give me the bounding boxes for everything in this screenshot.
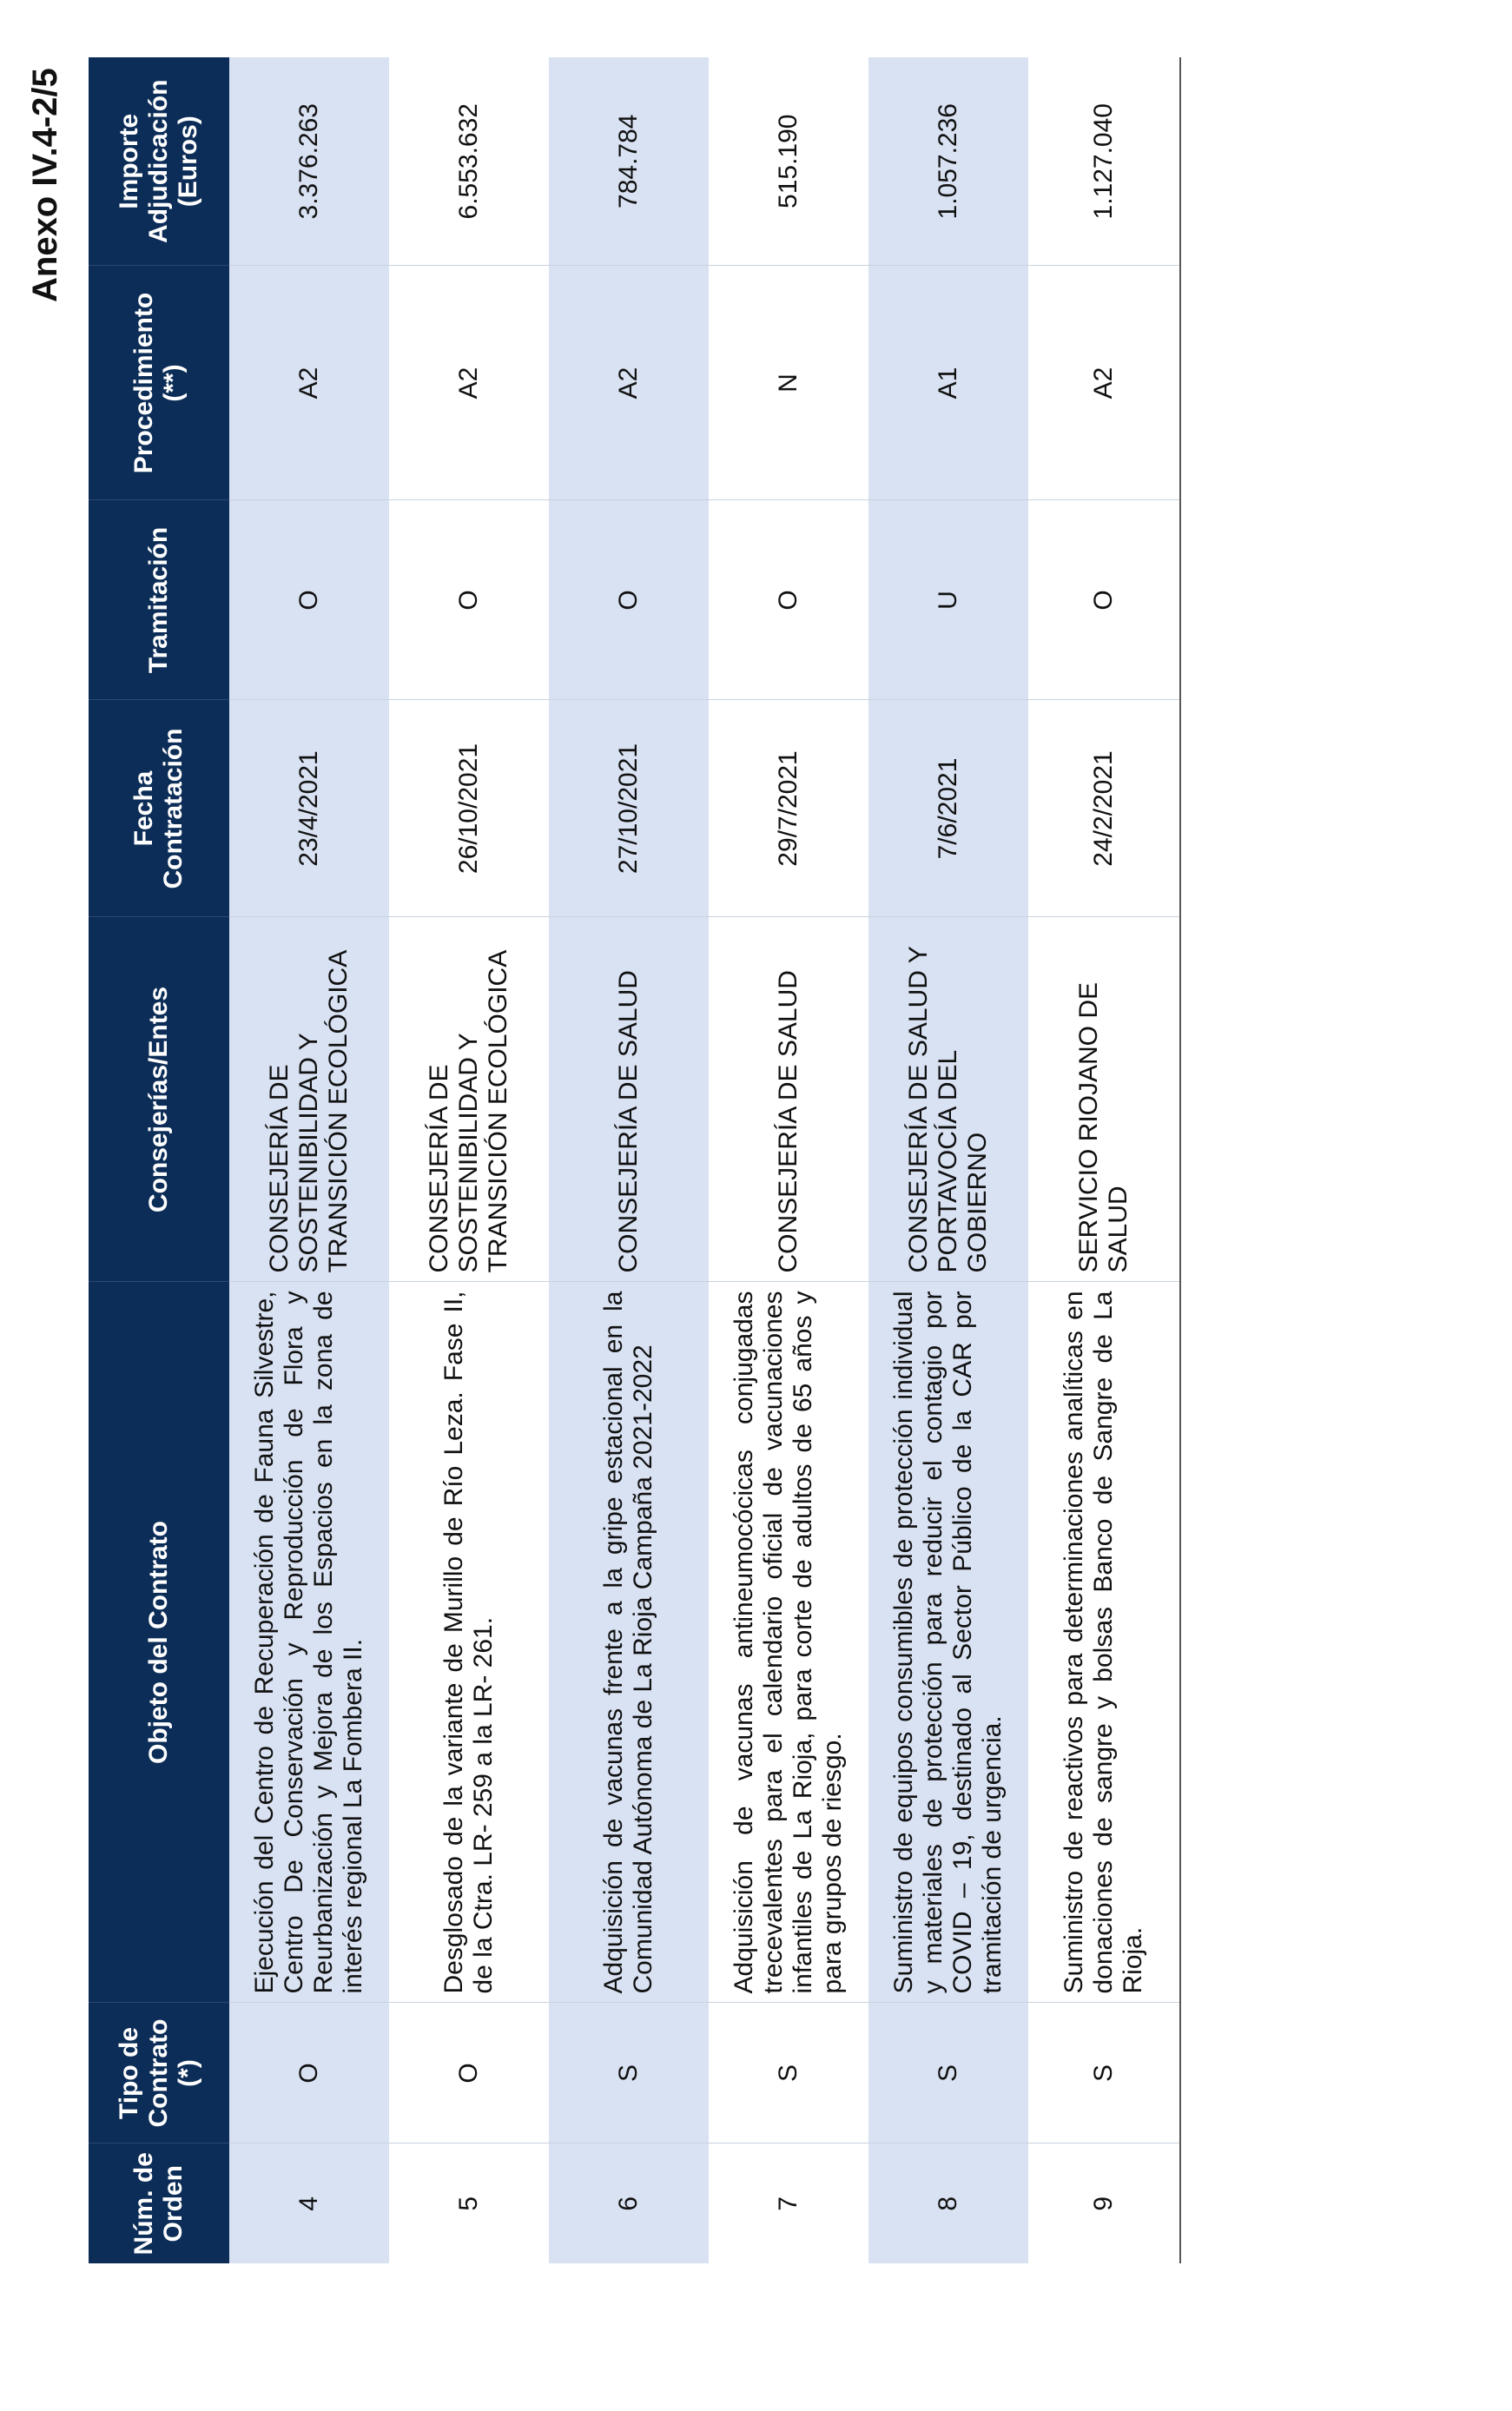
cell-consejeria: CONSEJERÍA DE SALUD — [709, 917, 868, 1282]
cell-tipo: S — [709, 2003, 868, 2143]
header-importe: Importe Adjudicación (Euros) — [89, 57, 229, 266]
cell-tramitacion: U — [868, 500, 1028, 700]
cell-objeto: Ejecución del Centro de Recuperación de Fauna Silvestre, Centro De Conservación y Reproducción de Flora y Reurbanización y Mejora de los Espacios en la zona de interés regional La Fombera II. — [229, 1282, 389, 2003]
header-num-orden: Núm. de Orden — [89, 2143, 229, 2263]
cell-num: 6 — [549, 2143, 709, 2263]
cell-importe: 3.376.263 — [229, 57, 389, 266]
contracts-table — [89, 57, 1181, 2263]
cell-objeto: Suministro de reactivos para determinaciones analíticas en donaciones de sangre y bolsas Banco de Sangre de La Rioja. — [1028, 1282, 1180, 2003]
table-row — [549, 57, 709, 2263]
cell-procedimiento: A2 — [389, 266, 549, 500]
cell-tramitacion: O — [549, 500, 709, 700]
cell-consejeria: CONSEJERÍA DE SALUD Y PORTAVOCÍA DEL GOBIERNO — [868, 917, 1028, 1282]
cell-objeto: Adquisición de vacunas frente a la gripe estacional en la Comunidad Autónoma de La Rioja Campaña 2021-2022 — [549, 1282, 709, 2003]
cell-tipo: S — [868, 2003, 1028, 2143]
header-consejerias: Consejerías/Entes — [89, 917, 229, 1282]
cell-tipo: S — [549, 2003, 709, 2143]
cell-consejeria: CONSEJERÍA DE SOSTENIBILIDAD Y TRANSICIÓN ECOLÓGICA — [389, 917, 549, 1282]
table-header-row — [89, 57, 229, 2263]
header-fecha: Fecha Contratación — [89, 700, 229, 917]
table-row — [1028, 57, 1180, 2263]
header-tramitacion: Tramitación — [89, 500, 229, 700]
cell-procedimiento: A2 — [549, 266, 709, 500]
cell-fecha: 23/4/2021 — [229, 700, 389, 917]
cell-procedimiento: A2 — [1028, 266, 1180, 500]
cell-tipo: S — [1028, 2003, 1180, 2143]
cell-tramitacion: O — [709, 500, 868, 700]
cell-tramitacion: O — [229, 500, 389, 700]
cell-importe: 6.553.632 — [454, 103, 483, 220]
cell-fecha: 27/10/2021 — [549, 700, 709, 917]
cell-importe: 784.784 — [549, 57, 709, 266]
cell-objeto: Desglosado de la variante de Murillo de Río Leza. Fase II, de la Ctra. LR- 259 a la LR- 261. — [389, 1282, 549, 2003]
cell-objeto: Suministro de equipos consumibles de protección individual y materiales de protección para reducir el contagio por COVID – 19, destinado al Sector Público de la CAR por tramitación de urgencia. — [868, 1282, 1028, 2003]
cell-num: 9 — [1028, 2143, 1180, 2263]
cell-procedimiento: A1 — [868, 266, 1028, 500]
header-tipo-contrato: Tipo de Contrato (*) — [89, 2003, 229, 2143]
annex-title: Anexo IV.4-2/5 — [26, 68, 64, 302]
table-row — [709, 57, 868, 2263]
header-objeto: Objeto del Contrato — [89, 1282, 229, 2003]
cell-fecha: 24/2/2021 — [1028, 700, 1180, 917]
cell-num: 5 — [389, 2143, 549, 2263]
table-row — [868, 57, 1028, 2263]
cell-num: 8 — [868, 2143, 1028, 2263]
cell-fecha: 29/7/2021 — [709, 700, 868, 917]
cell-importe: 1.057.236 — [868, 57, 1028, 266]
cell-fecha: 26/10/2021 — [389, 700, 549, 917]
table-row — [229, 57, 389, 2263]
cell-importe: 1.127.040 — [1028, 57, 1180, 266]
cell-consejeria: CONSEJERÍA DE SALUD — [549, 917, 709, 1282]
header-procedimiento: Procedimiento (**) — [89, 266, 229, 500]
cell-procedimiento: N — [709, 266, 868, 500]
cell-tramitacion: O — [389, 500, 549, 700]
cell-importe: 515.190 — [774, 114, 802, 208]
cell-consejeria: SERVICIO RIOJANO DE SALUD — [1028, 917, 1180, 1282]
cell-num: 7 — [709, 2143, 868, 2263]
cell-consejeria: CONSEJERÍA DE SOSTENIBILIDAD Y TRANSICIÓN ECOLÓGICA — [229, 917, 389, 1282]
cell-num: 4 — [229, 2143, 389, 2263]
table-row — [389, 57, 549, 2263]
cell-tipo: O — [229, 2003, 389, 2143]
cell-objeto: Adquisición de vacunas antineumocócicas conjugadas trecevalentes para el calendario oficial de vacunaciones infantiles de La Rioja, para corte de adultos de 65 años y para grupos de riesgo. — [709, 1282, 868, 2003]
cell-tramitacion: O — [1028, 500, 1180, 700]
cell-fecha: 7/6/2021 — [868, 700, 1028, 917]
cell-procedimiento: A2 — [229, 266, 389, 500]
cell-tipo: O — [389, 2003, 549, 2143]
